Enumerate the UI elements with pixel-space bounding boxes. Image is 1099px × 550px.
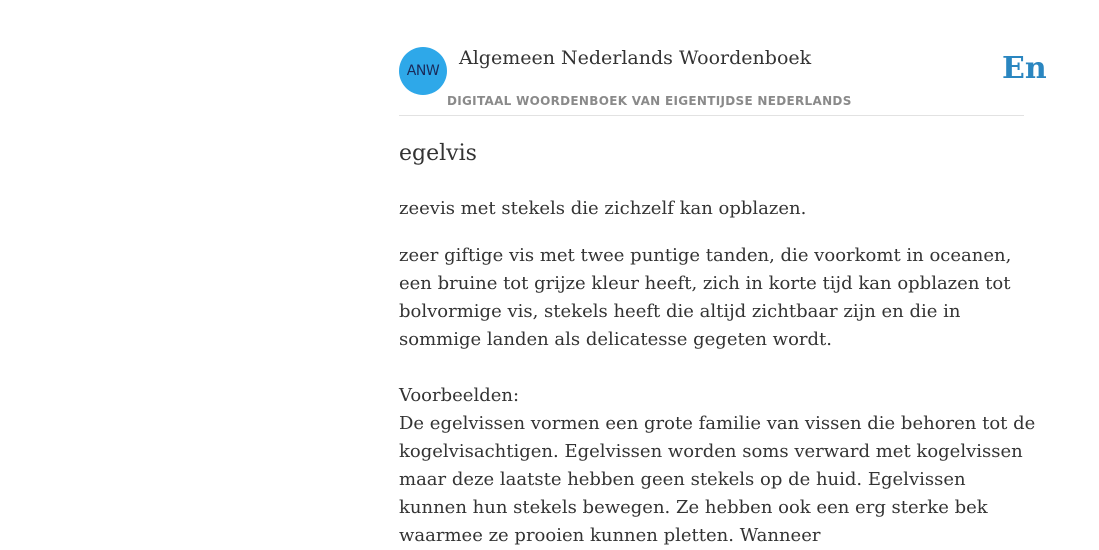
logo-text: ANW (406, 63, 440, 79)
short-definition: zeevis met stekels die zichzelf kan opblazen. (399, 198, 807, 219)
examples-label: Voorbeelden: (399, 385, 520, 406)
header-divider (399, 115, 1024, 116)
long-definition-block (399, 242, 1039, 550)
examples-text: De egelvissen vormen een grote familie van vissen die behoren tot de kogelvisachtigen. Egelvissen worden soms verward met kogelvissen maar deze laatste hebben geen stekels op de huid. Egelvissen kunnen hun stekels bewegen. Ze hebben ook een erg sterke bek waarmee ze prooien kunnen pletten. Wanneer (399, 413, 1036, 546)
language-switch-link[interactable]: En (1002, 51, 1047, 86)
long-definition: zeer giftige vis met twee puntige tanden, die voorkomt in oceanen, een bruine tot grijze kleur heeft, zich in korte tijd kan opblazen tot bolvormige vis, stekels heeft die altijd zichtbaar zijn en die in sommige landen als delicatesse gegeten wordt. (399, 245, 1012, 350)
site-header (399, 47, 1099, 115)
entry-headword: egelvis (399, 141, 477, 166)
site-subtitle: DIGITAAL WOORDENBOEK VAN EIGENTIJDSE NEDERLANDS (447, 94, 852, 108)
entry-content (399, 138, 1039, 550)
site-title[interactable]: Algemeen Nederlands Woordenboek (459, 47, 812, 69)
anw-logo[interactable] (399, 47, 447, 95)
